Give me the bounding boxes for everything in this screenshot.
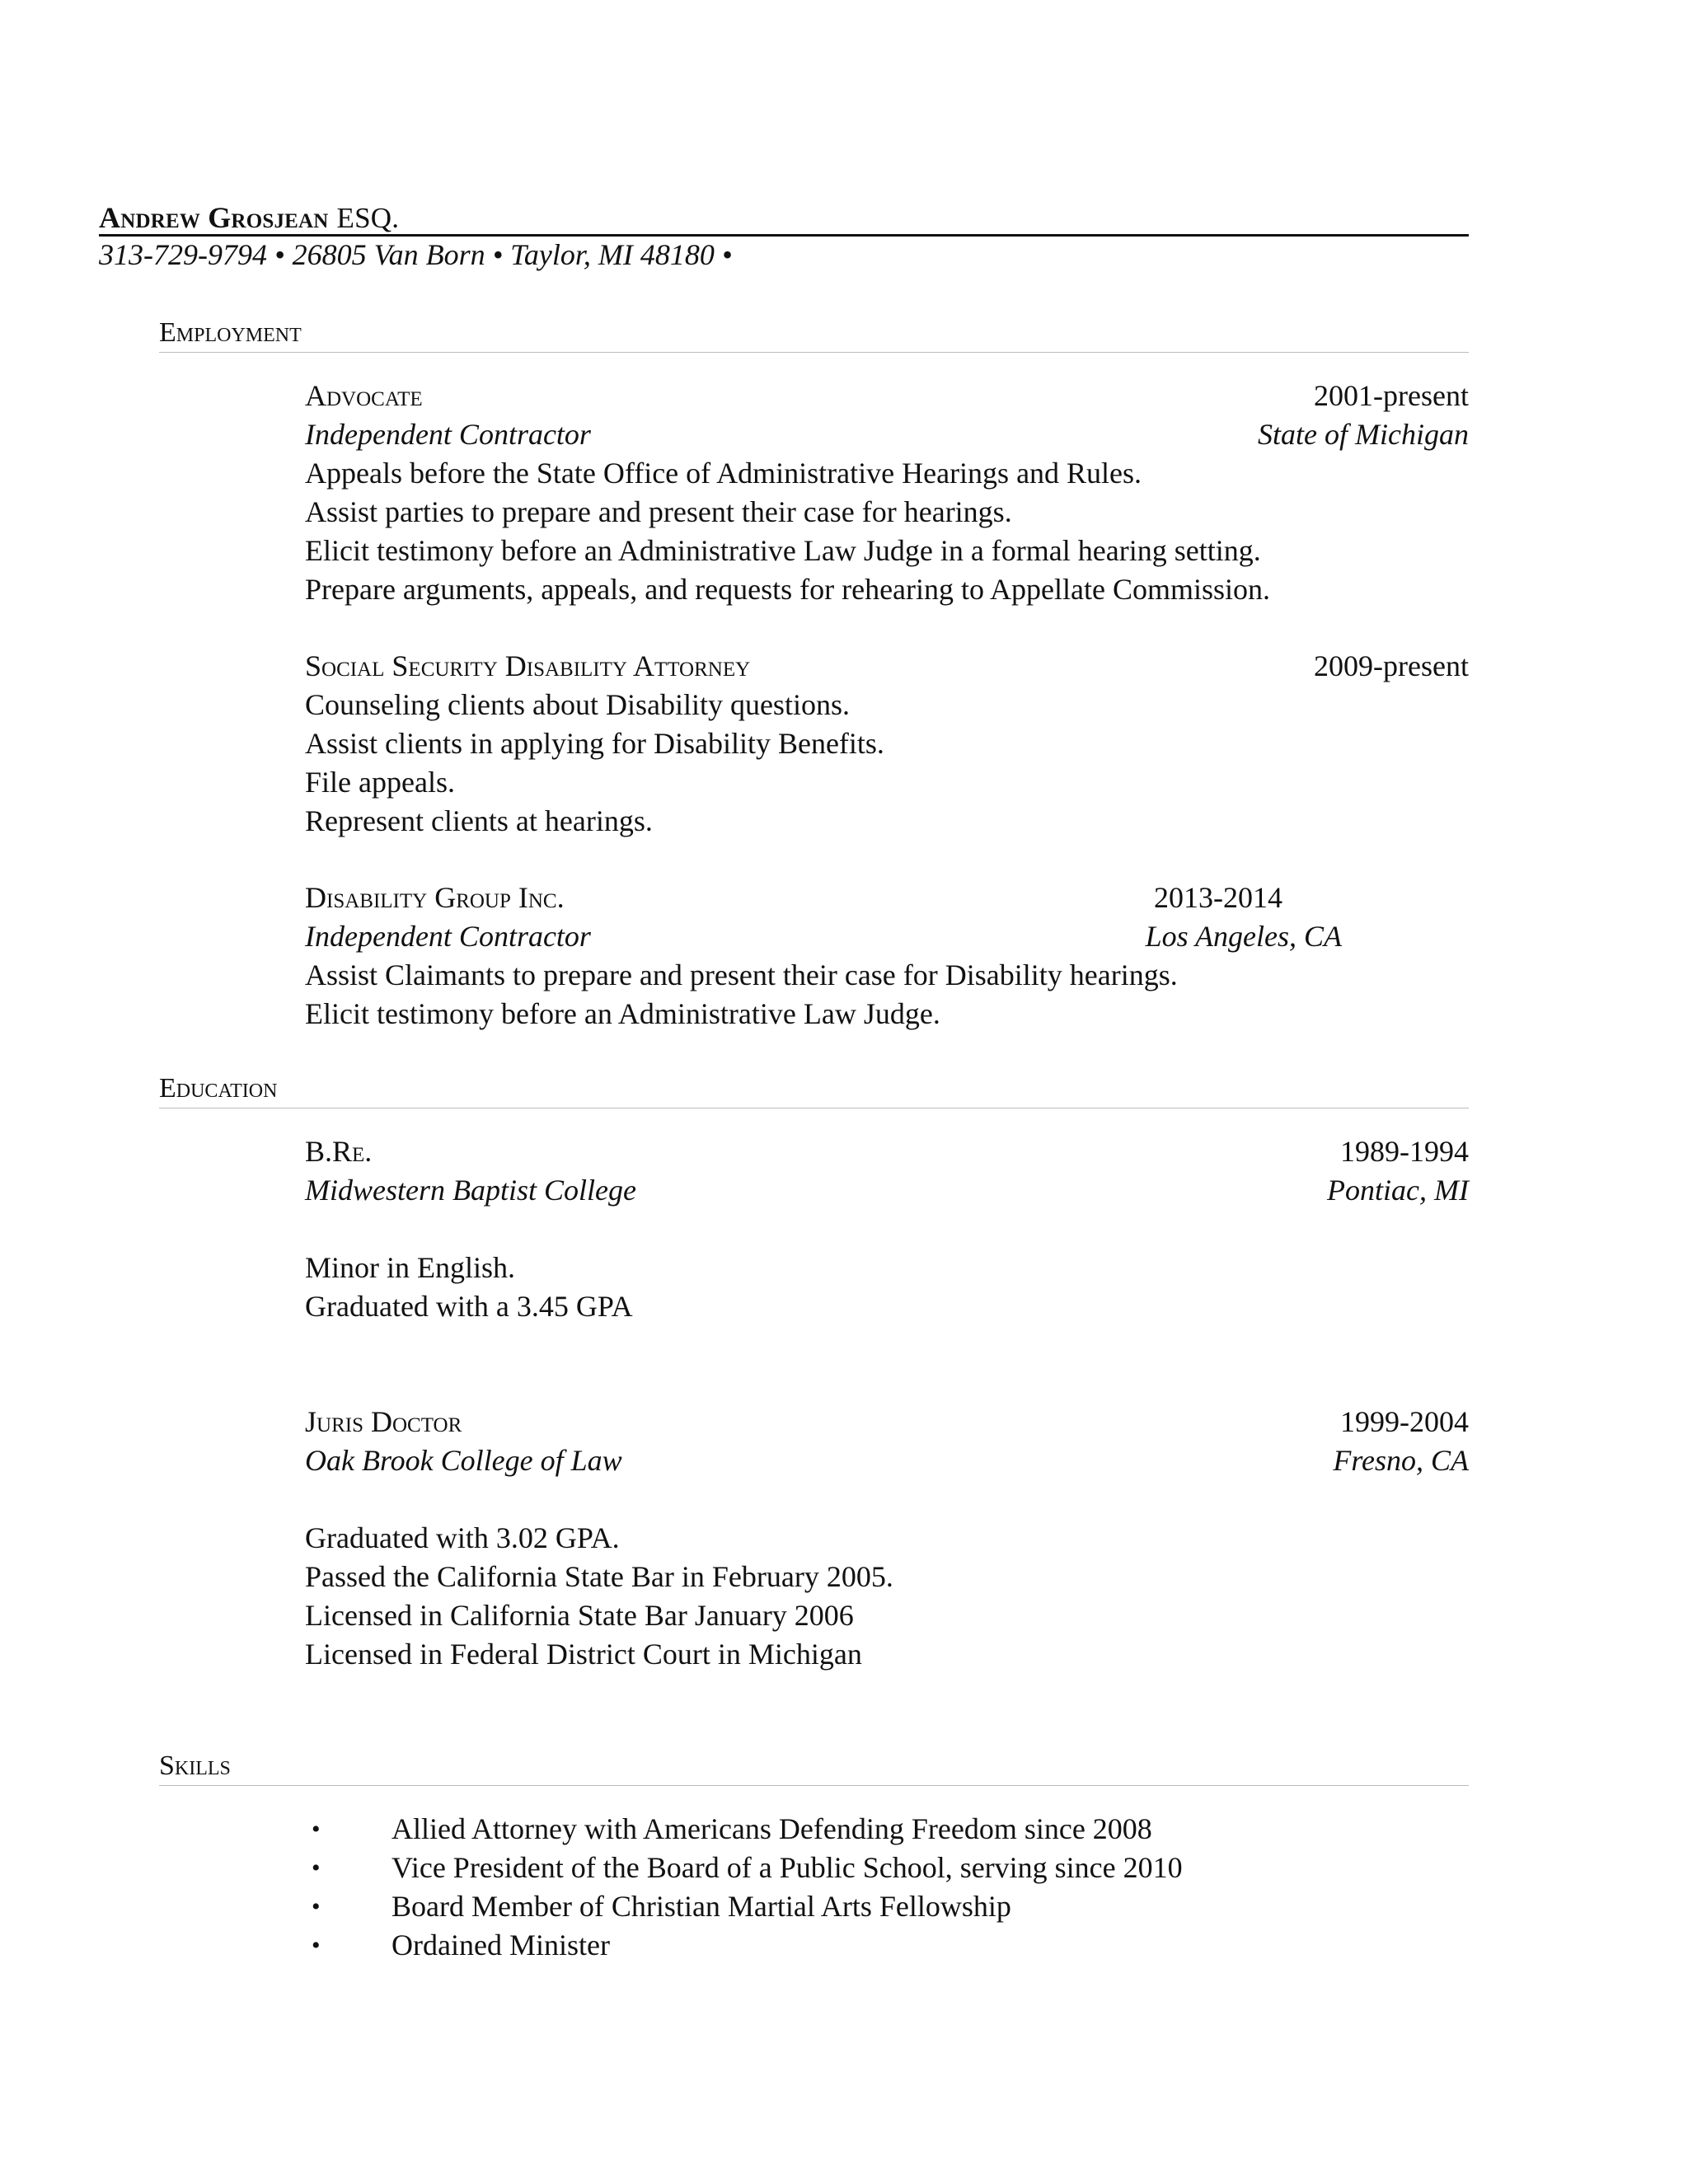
- degree-location: Pontiac, MI: [1327, 1174, 1469, 1207]
- job-position: Disability Group Inc.: [305, 881, 565, 914]
- job-duty: File appeals.: [305, 766, 455, 799]
- job-duty: Elicit testimony before an Administrative Law Judge in a formal hearing setting.: [305, 534, 1261, 567]
- bullet-icon: •: [312, 1893, 321, 1920]
- degree-school: Midwestern Baptist College: [305, 1174, 636, 1207]
- job-duty: Appeals before the State Office of Administrative Hearings and Rules.: [305, 457, 1142, 490]
- job-role: Independent Contractor: [305, 920, 591, 953]
- degree-school: Oak Brook College of Law: [305, 1444, 622, 1477]
- degree-name: B.Re.: [305, 1135, 373, 1168]
- job-duty: Assist clients in applying for Disability Benefits.: [305, 727, 884, 760]
- section-title-skills: Skills: [159, 1750, 231, 1781]
- skill-item: Allied Attorney with Americans Defending Freedom since 2008: [392, 1812, 1152, 1845]
- job-dates: 2009-present: [1314, 649, 1469, 682]
- job-location: State of Michigan: [1258, 418, 1469, 451]
- candidate-name: [99, 200, 399, 235]
- skill-item: Ordained Minister: [392, 1929, 610, 1961]
- job-position: Advocate: [305, 379, 423, 412]
- job-duty: Assist Claimants to prepare and present their case for Disability hearings.: [305, 958, 1178, 991]
- degree-dates: 1989-1994: [1340, 1135, 1469, 1168]
- job-dates: 2001-present: [1314, 379, 1469, 412]
- degree-note: Minor in English.: [305, 1251, 516, 1284]
- degree-location: Fresno, CA: [1333, 1444, 1469, 1477]
- header-divider: [99, 234, 1469, 237]
- name-text: Andrew Grosjean: [99, 201, 329, 234]
- job-location: Los Angeles, CA: [1145, 920, 1342, 953]
- section-divider-skills: [159, 1785, 1469, 1786]
- job-duty: Prepare arguments, appeals, and requests for rehearing to Appellate Commission.: [305, 573, 1271, 606]
- job-duty: Represent clients at hearings.: [305, 804, 653, 837]
- job-role: Independent Contractor: [305, 418, 591, 451]
- job-duty: Assist parties to prepare and present their case for hearings.: [305, 495, 1012, 528]
- section-title-employment: Employment: [159, 317, 302, 348]
- job-dates: 2013-2014: [1154, 881, 1282, 914]
- job-position: Social Security Disability Attorney: [305, 649, 751, 682]
- degree-name: Juris Doctor: [305, 1405, 462, 1438]
- name-suffix: ESQ.: [336, 202, 400, 234]
- skill-item: Board Member of Christian Martial Arts Fellowship: [392, 1890, 1011, 1923]
- section-divider-employment: [159, 352, 1469, 353]
- bullet-icon: •: [312, 1854, 321, 1882]
- section-title-education: Education: [159, 1073, 278, 1104]
- degree-dates: 1999-2004: [1340, 1405, 1469, 1438]
- skill-item: Vice President of the Board of a Public School, serving since 2010: [392, 1851, 1183, 1884]
- contact-line: 313-729-9794 • 26805 Van Born • Taylor, MI 48180 •: [99, 238, 733, 271]
- degree-note: Graduated with 3.02 GPA.: [305, 1521, 620, 1554]
- degree-note: Licensed in California State Bar January 2006: [305, 1599, 854, 1632]
- job-duty: Elicit testimony before an Administrative Law Judge.: [305, 997, 940, 1030]
- bullet-icon: •: [312, 1932, 321, 1959]
- job-duty: Counseling clients about Disability questions.: [305, 688, 850, 721]
- degree-note: Passed the California State Bar in February 2005.: [305, 1560, 893, 1593]
- degree-note: Graduated with a 3.45 GPA: [305, 1290, 633, 1323]
- degree-note: Licensed in Federal District Court in Michigan: [305, 1638, 862, 1671]
- bullet-icon: •: [312, 1816, 321, 1843]
